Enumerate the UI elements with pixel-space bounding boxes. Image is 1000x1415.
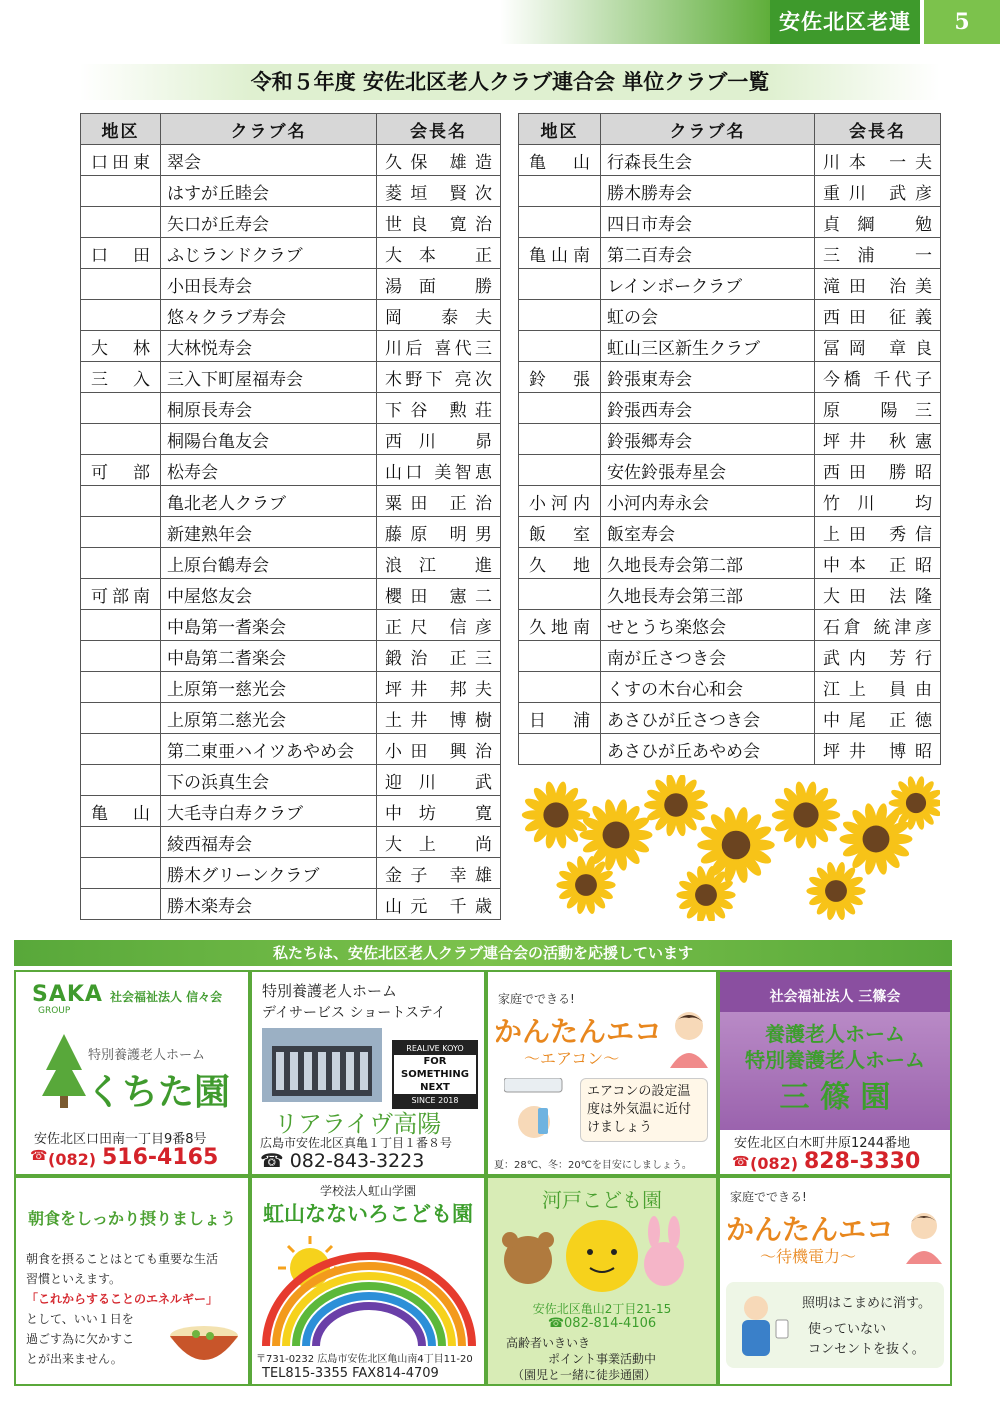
- area-cell: [519, 641, 601, 672]
- table-row: [519, 703, 941, 734]
- eco1-sub: 〜エアコン〜: [524, 1049, 620, 1068]
- president-cell: 大田 法隆: [815, 579, 941, 610]
- area-cell: [519, 269, 601, 300]
- kawado-line2: ポイント事業活動中: [548, 1352, 657, 1366]
- table-row: [519, 269, 941, 300]
- club-name-cell: 桐原長寿会: [161, 393, 377, 424]
- header-club: クラブ名: [161, 114, 377, 145]
- president-cell: 櫻田 憲二: [377, 579, 501, 610]
- area-cell: [81, 765, 161, 796]
- club-name-cell: 中屋悠友会: [161, 579, 377, 610]
- table-row: [519, 207, 941, 238]
- table-row: [81, 703, 501, 734]
- president-cell: 粟田 正治: [377, 486, 501, 517]
- eco1-top: 家庭でできる!: [498, 992, 575, 1006]
- table-row: [519, 455, 941, 486]
- president-cell: 上田 秀信: [815, 517, 941, 548]
- president-cell: 久保 雄造: [377, 145, 501, 176]
- table-row: [519, 393, 941, 424]
- eco2-tip2: 使っていない: [808, 1322, 887, 1337]
- table-row: [81, 827, 501, 858]
- club-name-cell: 第二東亜ハイツあやめ会: [161, 734, 377, 765]
- president-cell: 江上 員由: [815, 672, 941, 703]
- breakfast-text2: 習慣といえます。: [26, 1272, 122, 1286]
- area-cell: 可部南: [81, 579, 161, 610]
- table-row: [81, 579, 501, 610]
- table-row: [81, 331, 501, 362]
- table-row: [519, 300, 941, 331]
- eco2-top: 家庭でできる!: [730, 1190, 807, 1204]
- table-header-row: [81, 114, 501, 145]
- president-cell: 木野下 亮次: [377, 362, 501, 393]
- president-cell: 川本 一夫: [815, 145, 941, 176]
- area-cell: [81, 889, 161, 920]
- president-cell: 坪井 邦夫: [377, 672, 501, 703]
- area-cell: [81, 548, 161, 579]
- table-row: [81, 672, 501, 703]
- table-row: [519, 362, 941, 393]
- club-name-cell: 南が丘さつき会: [601, 641, 815, 672]
- kuchita-name: くちた園: [86, 1072, 231, 1113]
- saka-corp: 社会福祉法人 信々会: [110, 990, 223, 1004]
- eco2-tip3: コンセントを抜く。: [808, 1342, 925, 1357]
- club-name-cell: 亀北老人クラブ: [161, 486, 377, 517]
- area-cell: [519, 734, 601, 765]
- club-name-cell: 行森長生会: [601, 145, 815, 176]
- president-cell: 坪井 博昭: [815, 734, 941, 765]
- president-cell: 中尾 正徳: [815, 703, 941, 734]
- table-row: [519, 517, 941, 548]
- president-cell: 藤原 明男: [377, 517, 501, 548]
- area-cell: [519, 579, 601, 610]
- area-cell: [81, 641, 161, 672]
- realive-line2: デイサービス ショートステイ: [262, 1005, 446, 1021]
- realive-line1: 特別養護老人ホーム: [262, 982, 398, 1000]
- aircon-remote-icon: [504, 1078, 564, 1148]
- table-row: [519, 176, 941, 207]
- table-row: [519, 734, 941, 765]
- club-name-cell: 三入下町屋福寿会: [161, 362, 377, 393]
- nijiyama-address: 〒731-0232 広島市安佐北区亀山南4丁目11-20: [256, 1354, 473, 1365]
- president-cell: 冨岡 章良: [815, 331, 941, 362]
- table-row: [81, 269, 501, 300]
- kawado-address: 安佐北区亀山2丁目21-15: [532, 1302, 672, 1316]
- header-area: 地区: [519, 114, 601, 145]
- club-name-cell: 下の浜真生会: [161, 765, 377, 796]
- area-cell: 口田: [81, 238, 161, 269]
- area-cell: 日浦: [519, 703, 601, 734]
- badge-something: SOMETHING: [401, 1069, 469, 1080]
- area-cell: [81, 393, 161, 424]
- president-cell: 浪江 進: [377, 548, 501, 579]
- president-cell: 岡 泰夫: [377, 300, 501, 331]
- president-cell: 中本 正昭: [815, 548, 941, 579]
- eco2-sub: 〜待機電力〜: [760, 1247, 857, 1266]
- president-cell: 山元 千歳: [377, 889, 501, 920]
- phone-icon: ☎: [732, 1154, 750, 1170]
- table-row: [519, 238, 941, 269]
- breakfast-text5: とが出来ません。: [26, 1352, 123, 1366]
- breakfast-quote: 「これからすることのエネルギー」: [26, 1292, 219, 1306]
- area-cell: [519, 393, 601, 424]
- club-name-cell: 勝木グリーンクラブ: [161, 858, 377, 889]
- sanjo-corp: 社会福祉法人 三篠会: [769, 989, 901, 1005]
- eco1-tip: エアコンの設定温度は外気温に近付けましょう: [580, 1078, 708, 1142]
- area-cell: [81, 672, 161, 703]
- area-cell: [81, 424, 161, 455]
- breakfast-text3: として、いい１日を: [26, 1312, 134, 1326]
- table-row: [81, 455, 501, 486]
- area-cell: [519, 672, 601, 703]
- kawado-characters: [498, 1212, 710, 1298]
- president-cell: 大本 正: [377, 238, 501, 269]
- table-row: [81, 393, 501, 424]
- table-row: [519, 145, 941, 176]
- area-cell: [519, 207, 601, 238]
- realive-address: 広島市安佐北区真亀１丁目１番８号: [260, 1136, 453, 1150]
- table-row: [519, 331, 941, 362]
- president-cell: 山口 美智恵: [377, 455, 501, 486]
- page-title: 令和５年度 安佐北区老人クラブ連合会 単位クラブ一覧: [80, 64, 940, 100]
- area-cell: 口田東: [81, 145, 161, 176]
- table-row: [81, 548, 501, 579]
- area-cell: [81, 269, 161, 300]
- area-cell: [519, 331, 601, 362]
- club-name-cell: ふじランドクラブ: [161, 238, 377, 269]
- club-name-cell: 久地長寿会第二部: [601, 548, 815, 579]
- soup-bowl-icon: [166, 1314, 242, 1378]
- nijiyama-tel: TEL815-3355 FAX814-4709: [262, 1366, 439, 1381]
- breakfast-text4: 過ごす為に欠かすこ: [26, 1332, 135, 1346]
- area-cell: [81, 176, 161, 207]
- president-cell: 迎川 武: [377, 765, 501, 796]
- eco1-note: 夏：28℃、冬：20℃を目安にしましょう。: [494, 1160, 692, 1171]
- badge-for: FOR: [423, 1056, 447, 1067]
- sanjo-name: 三 篠 園: [779, 1080, 891, 1115]
- kuchita-tel-area: (082): [48, 1150, 97, 1169]
- club-name-cell: 綾西福寿会: [161, 827, 377, 858]
- club-name-cell: 勝木勝寿会: [601, 176, 815, 207]
- table-row: [519, 610, 941, 641]
- president-cell: 正尺 信彦: [377, 610, 501, 641]
- table-row: [81, 486, 501, 517]
- club-name-cell: 松寿会: [161, 455, 377, 486]
- kuchita-address: 安佐北区口田南一丁目9番8号: [34, 1132, 207, 1147]
- header-gradient: [500, 0, 770, 44]
- area-cell: [81, 300, 161, 331]
- club-name-cell: 勝木楽寿会: [161, 889, 377, 920]
- area-cell: 亀山南: [519, 238, 601, 269]
- president-cell: 西田 征義: [815, 300, 941, 331]
- table-row: [519, 672, 941, 703]
- header-area: 地区: [81, 114, 161, 145]
- club-name-cell: 悠々クラブ寿会: [161, 300, 377, 331]
- club-name-cell: 第二百寿会: [601, 238, 815, 269]
- president-cell: 大上 尚: [377, 827, 501, 858]
- nijiyama-name: 虹山なないろこども園: [263, 1202, 473, 1226]
- club-name-cell: 大毛寺白寿クラブ: [161, 796, 377, 827]
- ad-realive-koyo: [250, 970, 486, 1176]
- table-row: [81, 610, 501, 641]
- president-cell: 下谷 勲荘: [377, 393, 501, 424]
- president-cell: 鍛治 正三: [377, 641, 501, 672]
- ad-nijiyama: [250, 1176, 486, 1386]
- badge-top: REALIVE KOYO: [394, 1042, 476, 1055]
- club-name-cell: 上原台鶴寿会: [161, 548, 377, 579]
- club-name-cell: 中島第一耆楽会: [161, 610, 377, 641]
- table-row: [81, 300, 501, 331]
- section-title: 安佐北区老連: [770, 0, 920, 44]
- president-cell: 原 陽三: [815, 393, 941, 424]
- president-cell: 金子 幸雄: [377, 858, 501, 889]
- club-name-cell: 上原第二慈光会: [161, 703, 377, 734]
- club-name-cell: 鈴張郷寿会: [601, 424, 815, 455]
- kawado-line1: 高齢者いきいき: [506, 1336, 591, 1350]
- table-row: [81, 207, 501, 238]
- club-name-cell: 鈴張東寿会: [601, 362, 815, 393]
- club-name-cell: 新建熟年会: [161, 517, 377, 548]
- table-row: [519, 486, 941, 517]
- club-table-left: [80, 113, 501, 920]
- sanjo-tel-area: (082): [750, 1154, 799, 1173]
- club-name-cell: 小河内寿永会: [601, 486, 815, 517]
- president-cell: 中坊 寛: [377, 796, 501, 827]
- area-cell: [81, 610, 161, 641]
- president-cell: 重川 武彦: [815, 176, 941, 207]
- area-cell: [519, 455, 601, 486]
- table-row: [519, 641, 941, 672]
- president-cell: 坪井 秋憲: [815, 424, 941, 455]
- ad-kuchita-en: [14, 970, 250, 1176]
- building-photo: [262, 1028, 382, 1102]
- president-cell: 湯面 勝: [377, 269, 501, 300]
- president-cell: 菱垣 賢次: [377, 176, 501, 207]
- area-cell: 飯室: [519, 517, 601, 548]
- area-cell: [81, 517, 161, 548]
- president-cell: 世良 寛治: [377, 207, 501, 238]
- club-name-cell: 上原第一慈光会: [161, 672, 377, 703]
- sanjo-line1: 養護老人ホーム: [765, 1022, 905, 1046]
- realive-tel: ☎ 082-843-3223: [260, 1150, 425, 1172]
- breakfast-title: 朝食をしっかり摂りましょう: [28, 1209, 237, 1228]
- header-president: 会長名: [377, 114, 501, 145]
- club-name-cell: 虹の会: [601, 300, 815, 331]
- club-name-cell: 矢口が丘寿会: [161, 207, 377, 238]
- area-cell: [81, 703, 161, 734]
- eco2-title: かんたんエコ: [726, 1213, 895, 1246]
- club-name-cell: 安佐鈴張寿星会: [601, 455, 815, 486]
- president-cell: 小田 興治: [377, 734, 501, 765]
- tree-icon: [36, 1030, 92, 1110]
- area-cell: 大林: [81, 331, 161, 362]
- header-president: 会長名: [815, 114, 941, 145]
- table-row: [81, 889, 501, 920]
- club-name-cell: レインボークラブ: [601, 269, 815, 300]
- area-cell: 小河内: [519, 486, 601, 517]
- sanjo-address: 安佐北区白木町井原1244番地: [734, 1136, 911, 1151]
- table-row: [519, 579, 941, 610]
- realive-name: リアライヴ高陽: [274, 1110, 442, 1138]
- table-row: [81, 641, 501, 672]
- unplug-icon: [732, 1290, 792, 1362]
- table-row: [81, 362, 501, 393]
- kawado-name: 河戸こども園: [542, 1188, 662, 1212]
- area-cell: [81, 486, 161, 517]
- area-cell: 亀山: [81, 796, 161, 827]
- area-cell: [81, 734, 161, 765]
- badge-since: SINCE 2018: [394, 1094, 476, 1107]
- table-row: [519, 548, 941, 579]
- president-cell: 土井 博樹: [377, 703, 501, 734]
- president-cell: 今橋 千代子: [815, 362, 941, 393]
- club-name-cell: 翠会: [161, 145, 377, 176]
- area-cell: [81, 207, 161, 238]
- president-cell: 滝田 治美: [815, 269, 941, 300]
- club-name-cell: 四日市寿会: [601, 207, 815, 238]
- president-cell: 武内 芳行: [815, 641, 941, 672]
- table-row: [81, 145, 501, 176]
- ad-sanjo-en: [718, 970, 952, 1176]
- club-name-cell: 鈴張西寿会: [601, 393, 815, 424]
- breakfast-text1: 朝食を摂ることはとても重要な生活: [26, 1252, 219, 1266]
- club-name-cell: 大林悦寿会: [161, 331, 377, 362]
- sanjo-line2: 特別養護老人ホーム: [745, 1048, 925, 1072]
- person-icon: [902, 1208, 946, 1264]
- sunflower-illustration: [516, 775, 940, 921]
- table-header-row: [519, 114, 941, 145]
- table-row: [81, 517, 501, 548]
- phone-icon: ☎: [30, 1148, 48, 1164]
- president-cell: 竹川 均: [815, 486, 941, 517]
- table-row: [81, 734, 501, 765]
- club-name-cell: 飯室寿会: [601, 517, 815, 548]
- rainbow-illustration: [256, 1228, 482, 1348]
- table-row: [81, 424, 501, 455]
- table-row: [81, 238, 501, 269]
- president-cell: 西川 昴: [377, 424, 501, 455]
- table-row: [519, 424, 941, 455]
- ad-eco-standby: [718, 1176, 952, 1386]
- area-cell: 久地: [519, 548, 601, 579]
- kuchita-tel: 516-4165: [102, 1145, 219, 1170]
- club-name-cell: 桐陽台亀友会: [161, 424, 377, 455]
- realive-badge: [392, 1040, 478, 1109]
- saka-group-label: GROUP: [38, 1006, 71, 1016]
- table-row: [81, 858, 501, 889]
- area-cell: [81, 827, 161, 858]
- ad-eco-aircon: [486, 970, 718, 1176]
- saka-logo: SAKA: [32, 982, 103, 1007]
- president-cell: 石倉 統津彦: [815, 610, 941, 641]
- page-number: 5: [924, 0, 1000, 44]
- ad-kawado: [486, 1176, 718, 1386]
- badge-next: NEXT: [420, 1082, 450, 1093]
- club-name-cell: 虹山三区新生クラブ: [601, 331, 815, 362]
- header-club: クラブ名: [601, 114, 815, 145]
- area-cell: 三入: [81, 362, 161, 393]
- area-cell: 亀山: [519, 145, 601, 176]
- president-cell: 西田 勝昭: [815, 455, 941, 486]
- president-cell: 貞綱 勉: [815, 207, 941, 238]
- area-cell: 久地南: [519, 610, 601, 641]
- header-band: [0, 0, 1000, 44]
- kawado-line3: （園児と一緒に徒歩通園）: [512, 1368, 657, 1382]
- president-cell: 三浦 一: [815, 238, 941, 269]
- area-cell: [519, 176, 601, 207]
- club-name-cell: あさひが丘さつき会: [601, 703, 815, 734]
- ad-breakfast: [14, 1176, 250, 1386]
- club-name-cell: 中島第二耆楽会: [161, 641, 377, 672]
- nijiyama-corp: 学校法人虹山学園: [319, 1184, 416, 1198]
- area-cell: 鈴張: [519, 362, 601, 393]
- sanjo-tel: 828-3330: [804, 1149, 921, 1174]
- area-cell: [81, 858, 161, 889]
- area-cell: [519, 300, 601, 331]
- club-name-cell: 久地長寿会第三部: [601, 579, 815, 610]
- eco2-tip1: 照明はこまめに消す。: [802, 1296, 931, 1311]
- area-cell: 可部: [81, 455, 161, 486]
- club-name-cell: くすの木台心和会: [601, 672, 815, 703]
- club-name-cell: あさひが丘あやめ会: [601, 734, 815, 765]
- table-row: [81, 796, 501, 827]
- president-cell: 川后 喜代三: [377, 331, 501, 362]
- kuchita-type: 特別養護老人ホーム: [88, 1048, 206, 1063]
- area-cell: [519, 424, 601, 455]
- club-name-cell: せとうち楽悠会: [601, 610, 815, 641]
- table-row: [81, 176, 501, 207]
- club-table-right: [518, 113, 941, 765]
- club-name-cell: はすが丘睦会: [161, 176, 377, 207]
- club-name-cell: 小田長寿会: [161, 269, 377, 300]
- kawado-tel: ☎082-814-4106: [547, 1316, 657, 1331]
- person-icon: [666, 1008, 712, 1068]
- support-banner: 私たちは、安佐北区老人クラブ連合会の活動を応援しています: [14, 940, 952, 966]
- eco1-title: かんたんエコ: [494, 1015, 663, 1048]
- table-row: [81, 765, 501, 796]
